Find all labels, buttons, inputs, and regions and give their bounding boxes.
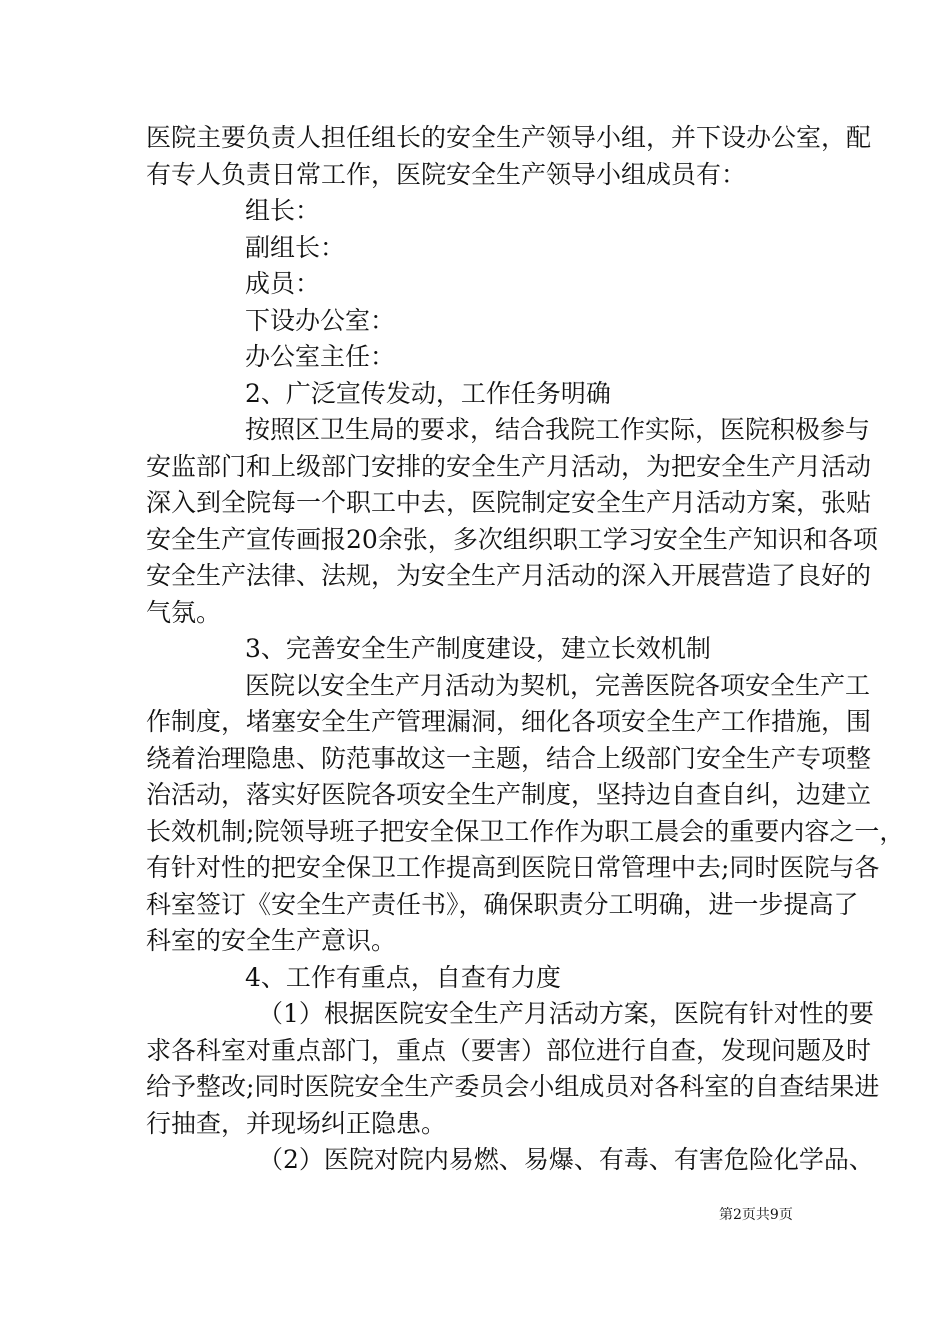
paragraph-line: 按照区卫生局的要求，结合我院工作实际，医院积极参与 (245, 415, 871, 444)
section-heading-3: 3、完善安全生产制度建设，建立长效机制 (245, 634, 711, 663)
member-label-members: 成员： (245, 269, 321, 298)
paragraph-line: 治活动，落实好医院各项安全生产制度，坚持边自查自纠，边建立 (146, 780, 872, 809)
member-label-office-director: 办公室主任： (245, 342, 396, 371)
paragraph-line: 作制度，堵塞安全生产管理漏洞，细化各项安全生产工作措施，围 (146, 707, 872, 736)
paragraph-line: 科室的安全生产意识。 (146, 926, 397, 955)
paragraph-line: 气氛。 (146, 597, 222, 627)
paragraph-line: 医院主要负责人担任组长的安全生产领导小组，并下设办公室，配 (146, 123, 872, 152)
paragraph-line: （1）根据医院安全生产月活动方案，医院有针对性的要 (258, 999, 874, 1028)
paragraph-line: 绕着治理隐患、防范事故这一主题，结合上级部门安全生产专项整 (146, 743, 872, 773)
paragraph-line: 安全生产宣传画报20余张，多次组织职工学习安全生产知识和各项 (146, 524, 878, 554)
member-label-leader: 组长： (245, 196, 321, 225)
section-heading-2: 2、广泛宣传发动，工作任务明确 (245, 378, 611, 408)
paragraph-line: 长效机制;院领导班子把安全保卫工作作为职工晨会的重要内容之一， (146, 816, 905, 846)
paragraph-line: 安监部门和上级部门安排的安全生产月活动，为把安全生产月活动 (146, 451, 872, 481)
member-label-deputy: 副组长： (245, 232, 346, 262)
paragraph-line: 有专人负责日常工作，医院安全生产领导小组成员有： (146, 159, 747, 189)
paragraph-line: 科室签订《安全生产责任书》，确保职责分工明确，进一步提高了 (146, 889, 859, 919)
section-heading-4: 4、工作有重点，自查有力度 (245, 962, 561, 992)
paragraph-line: （2）医院对院内易燃、易爆、有毒、有害危险化学品、 (258, 1145, 874, 1174)
paragraph-line: 求各科室对重点部门，重点（要害）部位进行自查，发现问题及时 (146, 1035, 872, 1065)
paragraph-line: 行抽查，并现场纠正隐患。 (146, 1108, 447, 1138)
page-number-footer: 第2页共9页 (719, 1207, 793, 1223)
paragraph-line: 深入到全院每一个职工中去，医院制定安全生产月活动方案，张贴 (146, 488, 872, 517)
member-label-office: 下设办公室： (245, 305, 396, 335)
paragraph-line: 给予整改;同时医院安全生产委员会小组成员对各科室的自查结果进 (146, 1072, 880, 1101)
paragraph-line: 安全生产法律、法规，为安全生产月活动的深入开展营造了良好的 (146, 561, 872, 590)
paragraph-line: 有针对性的把安全保卫工作提高到医院日常管理中去;同时医院与各 (146, 853, 880, 882)
paragraph-line: 医院以安全生产月活动为契机，完善医院各项安全生产工 (245, 670, 871, 700)
